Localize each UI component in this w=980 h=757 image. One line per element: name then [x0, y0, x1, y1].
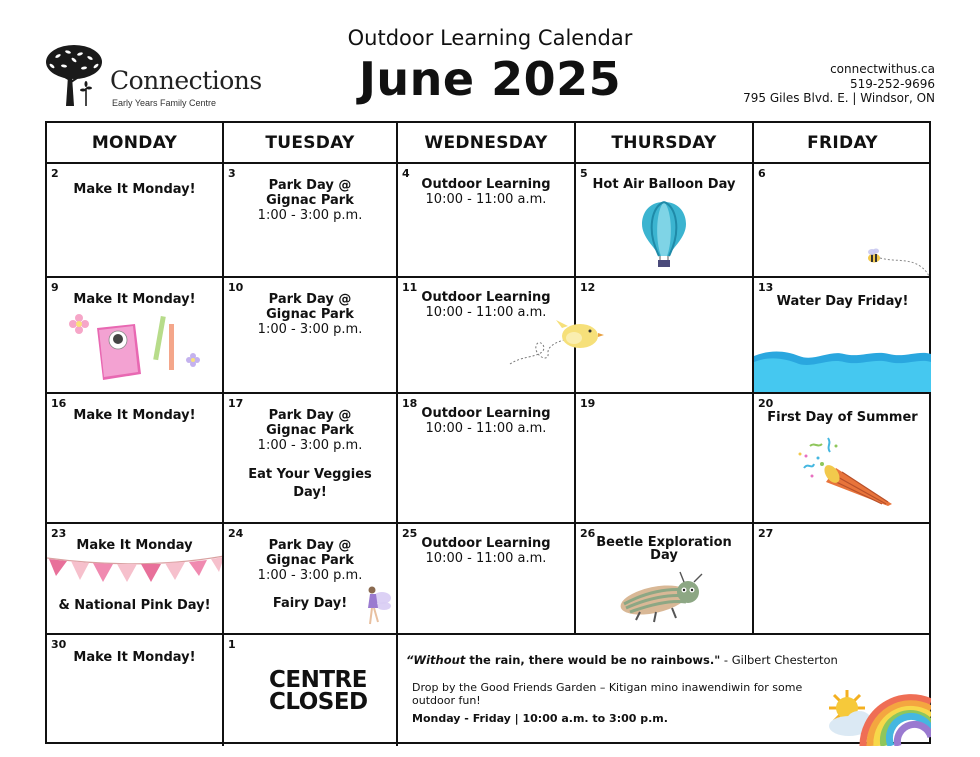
centre-closed-label: CENTRE CLOSED	[269, 667, 368, 715]
day-cell	[398, 164, 576, 278]
day-number: 10	[228, 281, 244, 294]
page-title: June 2025	[358, 52, 622, 106]
day-cell	[754, 164, 931, 278]
notes-cell	[398, 635, 931, 746]
day-number: 6	[758, 167, 766, 180]
event-title: Outdoor Learning	[421, 290, 551, 305]
beetle-icon	[616, 568, 712, 624]
garden-note: Drop by the Good Friends Garden – Kitigan mino inawendiwin for some outdoor fun!	[412, 681, 803, 707]
event-time: 10:00 - 11:00 a.m.	[425, 421, 547, 436]
event-title: Outdoor Learning	[421, 536, 551, 551]
day-number: 16	[51, 397, 67, 410]
event-title: & National Pink Day!	[58, 598, 211, 613]
bird-icon	[554, 318, 606, 354]
day-cell	[47, 394, 224, 524]
day-number: 3	[228, 167, 236, 180]
day-number: 18	[402, 397, 418, 410]
party-popper-icon	[792, 434, 896, 508]
day-number: 25	[402, 527, 418, 540]
day-number: 23	[51, 527, 67, 540]
day-cell	[224, 164, 398, 278]
logo-name: Connections	[110, 66, 262, 95]
event-time: 1:00 - 3:00 p.m.	[257, 568, 363, 583]
water-waves-icon	[754, 348, 931, 392]
event-title: Park Day @ Gignac Park	[266, 178, 354, 208]
day-cell	[47, 164, 224, 278]
bee-icon	[864, 248, 931, 278]
event-title: Beetle Exploration Day	[596, 535, 732, 563]
event-time: 1:00 - 3:00 p.m.	[257, 322, 363, 337]
day-number: 13	[758, 281, 774, 294]
event-title: Park Day @ Gignac Park	[266, 408, 354, 438]
weekday-header-tuesday: TUESDAY	[224, 123, 398, 164]
address: 795 Giles Blvd. E. | Windsor, ON	[743, 91, 935, 105]
day-number: 30	[51, 638, 67, 651]
day-cell	[576, 164, 754, 278]
day-number: 12	[580, 281, 596, 294]
day-number: 19	[580, 397, 596, 410]
quote	[406, 653, 921, 667]
day-number: 11	[402, 281, 418, 294]
calendar-subtitle: Outdoor Learning Calendar	[347, 26, 633, 50]
event-title: Make It Monday!	[73, 292, 196, 307]
day-number: 26	[580, 527, 596, 540]
day-cell	[754, 394, 931, 524]
day-cell	[224, 278, 398, 394]
phone-number: 519-252-9696	[849, 76, 935, 91]
event-title: Park Day @ Gignac Park	[266, 292, 354, 322]
event-title: Make It Monday!	[73, 650, 196, 665]
hot-air-balloon-icon	[640, 200, 688, 268]
quote-emphasis: Without	[413, 653, 466, 667]
event-title: Make It Monday!	[73, 182, 196, 197]
weekday-header-wednesday: WEDNESDAY	[398, 123, 576, 164]
event-time: 10:00 - 11:00 a.m.	[425, 305, 547, 320]
day-cell	[224, 524, 398, 635]
event-title: Park Day @ Gignac Park	[266, 538, 354, 568]
title-block	[300, 26, 680, 104]
day-cell	[754, 278, 931, 394]
day-number: 17	[228, 397, 244, 410]
day-number: 2	[51, 167, 59, 180]
day-number: 20	[758, 397, 774, 410]
day-number: 9	[51, 281, 59, 294]
pink-bunting-icon	[47, 554, 224, 588]
tree-logo-icon	[44, 42, 108, 108]
day-cell	[398, 524, 576, 635]
weekday-header-friday: FRIDAY	[754, 123, 931, 164]
logo-tagline: Early Years Family Centre	[112, 98, 217, 108]
day-number: 4	[402, 167, 410, 180]
day-cell	[754, 524, 931, 635]
weekday-header-thursday: THURSDAY	[576, 123, 754, 164]
event-title: Fairy Day!	[272, 596, 348, 611]
logo	[44, 42, 264, 110]
rainbow-sun-icon	[823, 682, 931, 746]
day-cell	[224, 635, 398, 746]
notebook-crayons-icon	[65, 310, 205, 382]
weekday-header-monday: MONDAY	[47, 123, 224, 164]
event-title: Hot Air Balloon Day	[592, 177, 736, 192]
event-time: 10:00 - 11:00 a.m.	[425, 551, 547, 566]
quote-author: - Gilbert Chesterton	[720, 653, 838, 667]
event-title: Make It Monday	[76, 538, 193, 553]
day-cell	[224, 394, 398, 524]
calendar-grid	[45, 121, 931, 744]
event-title: Outdoor Learning	[421, 406, 551, 421]
quote-text: the rain, there would be no rainbows."	[465, 653, 721, 667]
day-cell	[47, 524, 224, 635]
event-title: First Day of Summer	[767, 410, 918, 425]
fairy-icon	[360, 584, 394, 628]
quote-open-mark: “	[406, 653, 414, 667]
event-time: 1:00 - 3:00 p.m.	[257, 438, 363, 453]
event-time: 1:00 - 3:00 p.m.	[257, 208, 363, 223]
day-number: 1	[228, 638, 236, 651]
website-link[interactable]: connectwithus.ca	[830, 62, 935, 76]
event-title: Eat Your Veggies Day!	[248, 467, 372, 500]
day-cell	[398, 278, 576, 394]
event-time: 10:00 - 11:00 a.m.	[425, 192, 547, 207]
garden-hours: Monday - Friday | 10:00 a.m. to 3:00 p.m.	[412, 712, 668, 725]
day-number: 5	[580, 167, 588, 180]
day-cell	[47, 278, 224, 394]
day-cell	[576, 394, 754, 524]
day-number: 27	[758, 527, 774, 540]
event-title: Outdoor Learning	[421, 177, 551, 192]
event-title: Water Day Friday!	[776, 294, 909, 309]
event-title: Make It Monday!	[73, 408, 196, 423]
contact-info	[743, 62, 935, 106]
day-cell	[576, 524, 754, 635]
day-cell	[47, 635, 224, 746]
day-number: 24	[228, 527, 244, 540]
day-cell	[398, 394, 576, 524]
day-cell	[576, 278, 754, 394]
